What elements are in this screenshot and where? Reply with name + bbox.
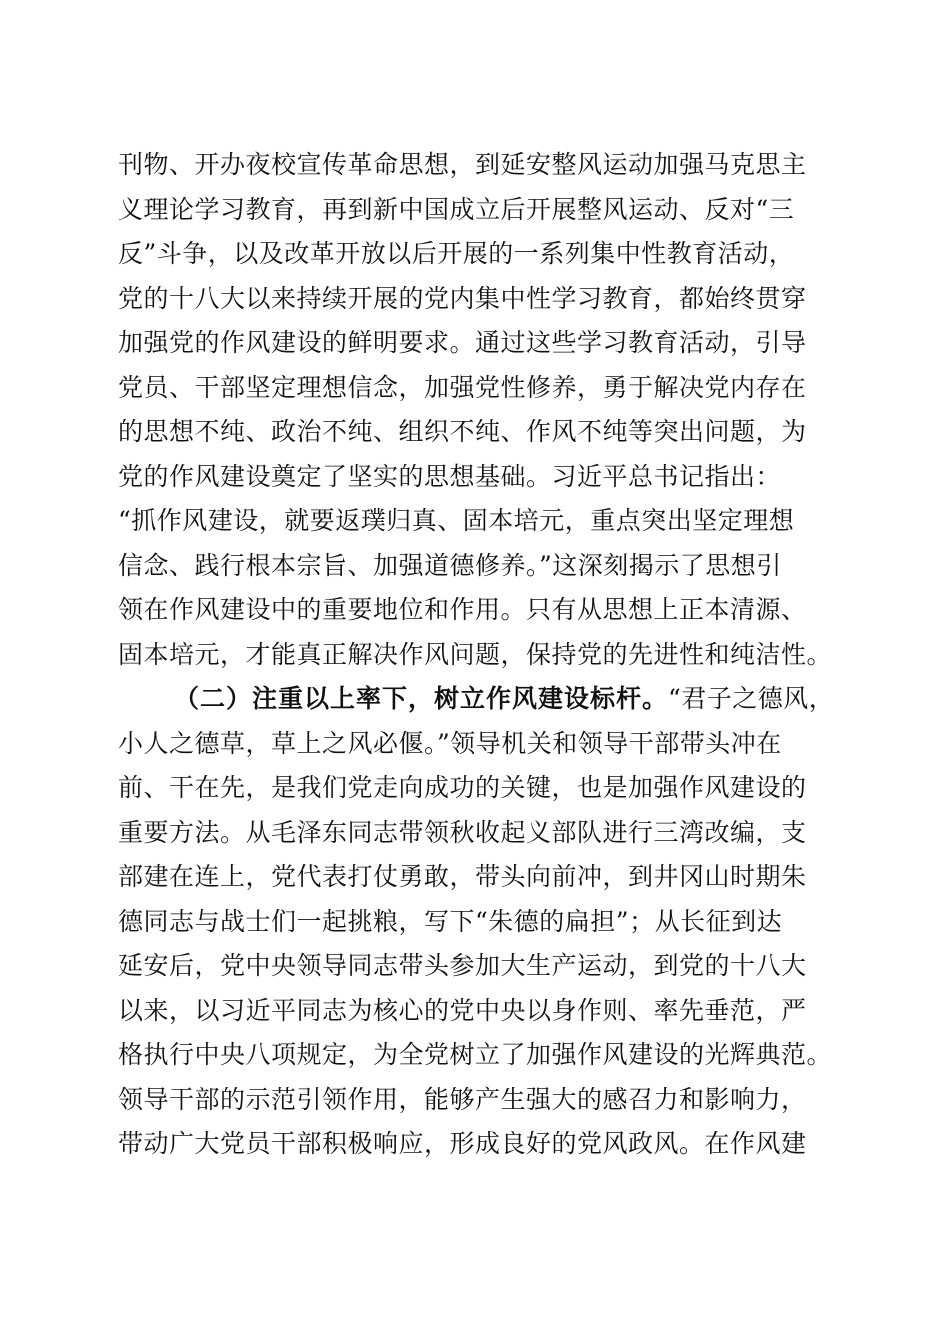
text-line: 党的十八大以来持续开展的党内集中性学习教育，都始终贯穿 [118, 283, 807, 313]
text-line: 信念、践行根本宗旨、加强道德修养。”这深刻揭示了思想引 [118, 550, 782, 580]
heading-line-text: “君子之德风， [668, 684, 835, 713]
text-line: 前、干在先，是我们党走向成功的关键，也是加强作风建设的 [118, 773, 807, 802]
text-line: 领导干部的示范引领作用，能够产生强大的感召力和影响力， [118, 1084, 807, 1114]
text-line: 小人之德草，草上之风必偃。”领导机关和领导干部带头冲在 [118, 728, 782, 758]
section-heading-line [118, 677, 838, 722]
section-heading: （二）注重以上率下，树立作风建设标杆。 [174, 684, 669, 713]
text-line: 格执行中央八项规定，为全党树立了加强作风建设的光辉典范。 [118, 1040, 833, 1069]
text-line: 党员、干部坚定理想信念，加强党性修养，勇于解决党内存在 [118, 372, 807, 402]
text-line: 延安后，党中央领导同志带头参加大生产运动，到党的十八大 [118, 951, 807, 980]
text-line: “抓作风建设，就要返璞归真、固本培元，重点突出坚定理想 [118, 506, 795, 535]
document-body [118, 143, 838, 1167]
text-line: 以来，以习近平同志为核心的党中央以身作则、率先垂范，严 [118, 995, 807, 1025]
text-line: 部建在连上，党代表打仗勇敢，带头向前冲，到井冈山时期朱 [118, 862, 807, 891]
text-line: 领在作风建设中的重要地位和作用。只有从思想上正本清源、 [118, 595, 807, 624]
text-line: 带动广大党员干部积极响应，形成良好的党风政风。在作风建 [118, 1129, 807, 1158]
text-line: 党的作风建设奠定了坚实的思想基础。习近平总书记指出： [118, 461, 782, 491]
text-line: 义理论学习教育，再到新中国成立后开展整风运动、反对“三 [118, 194, 795, 224]
text-line: 反”斗争，以及改革开放以后开展的一系列集中性教育活动， [118, 239, 795, 268]
text-line: 加强党的作风建设的鲜明要求。通过这些学习教育活动，引导 [118, 328, 807, 357]
text-line: 德同志与战士们一起挑粮，写下“朱德的扁担”；从长征到达 [118, 906, 783, 936]
text-line: 重要方法。从毛泽东同志带领秋收起义部队进行三湾改编，支 [118, 817, 807, 847]
text-line: 固本培元，才能真正解决作风问题，保持党的先进性和纯洁性。 [118, 639, 833, 669]
text-line: 刊物、开办夜校宣传革命思想，到延安整风运动加强马克思主 [118, 150, 807, 179]
text-line: 的思想不纯、政治不纯、组织不纯、作风不纯等突出问题，为 [118, 417, 807, 446]
